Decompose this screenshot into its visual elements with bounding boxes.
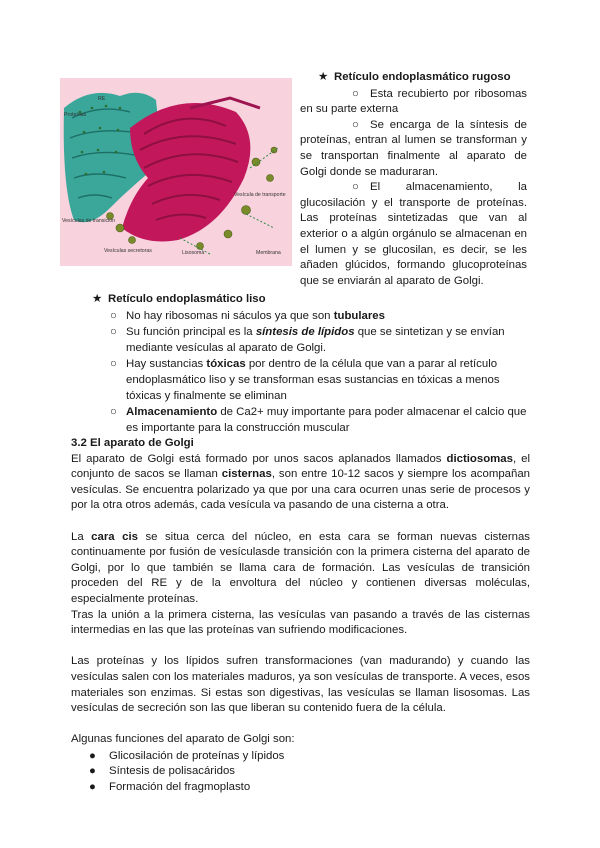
circle-bullet-icon: ○ (110, 406, 117, 419)
functions-list (71, 749, 530, 796)
label-membrana: Membrana (256, 250, 281, 256)
golgi-section (71, 436, 530, 796)
rel-title: Retículo endoplasmático liso (108, 293, 266, 305)
rel-item-2: ○ Su función principal es la síntesis de lípidos que se sintetizan y se envían mediante vesículas al aparato de Golgi. (110, 326, 505, 354)
rel-item-3: ○ Hay sustancias tóxicas por dentro de la célula que van a parar al retículo endoplasmático liso y se transforman esas sustancias en tóxicas a menos tóxicas y finalmente se eliminan (110, 358, 500, 402)
star-bullet-icon: ★ (92, 293, 103, 305)
rel-item-1: ○ No hay ribosomas ni sáculos ya que son tubulares (126, 309, 530, 325)
label-vesicula-transporte: Vesícula de transporte (234, 192, 286, 198)
circle-bullet-icon: ○ (352, 181, 359, 194)
rel-heading (92, 292, 530, 308)
label-vesiculas-secretoras: Vesículas secretoras (104, 248, 152, 254)
section-title: 3.2 El aparato de Golgi (71, 437, 194, 449)
bullet-icon: ● (89, 765, 96, 778)
function-item: ● Síntesis de polisacáridos (89, 764, 530, 780)
golgi-paragraph-2: La cara cis se situa cerca del núcleo, en esta cara se forman nuevas cisternas continuamente por fusión de vesículasde transición con la primera cisterna del aparato de Golgi, por lo que también se llama cara de formación. Las vesículas de transición proceden del RE y de la envoltura del núcleo y contienen diversas moléculas, especialmente proteínas. (71, 530, 530, 605)
function-item: ● Formación del fragmoplasto (89, 780, 530, 796)
function-item: ● Glicosilación de proteínas y lípidos (89, 749, 530, 765)
rel-list (92, 309, 530, 437)
rel-item-4: ○ Almacenamiento de Ca2+ muy importante para poder almacenar el calcio que es importante para la construcción muscular (110, 406, 527, 434)
golgi-paragraph-3: Tras la unión a la primera cisterna, las vesículas van pasando a través de las cisternas intermedias en las que las proteínas van sufriendo modificaciones. (71, 608, 530, 637)
label-re: RE (98, 96, 106, 102)
golgi-diagram (60, 78, 292, 266)
rer-section (300, 70, 527, 289)
golgi-paragraph-1: El aparato de Golgi está formado por unos sacos aplanados llamados dictiosomas, el conjunto de sacos se llaman cisternas, son entre 10-12 sacos y siempre los acompañan vesículas. Se encuentra polarizado ya que por una cara ocurren unas serie de procesos y por la otra otros además, cada vesícula va pasando de una cisterna a otra. (71, 452, 531, 512)
rer-title: Retículo endoplasmático rugoso (334, 71, 511, 83)
golgi-illustration (60, 78, 292, 266)
circle-bullet-icon: ○ (110, 309, 117, 322)
rer-item-3: ○ El almacenamiento, la glucosilación y el transporte de proteínas. Las proteínas sintetizadas que van al exterior o a algún orgánulo se almacenan en el lumen y se glucosilan, es decir, se les añaden glúcidos, formando glucoproteínas que se enviarán al aparato de Golgi. (300, 181, 527, 287)
bullet-icon: ● (89, 749, 96, 762)
label-vesiculas-transicion: Vesículas de transición (62, 218, 116, 224)
rer-item-2: ○ Se encarga de la síntesis de proteínas, entran al lumen se transforman y se transportan finalmente al aparato de Golgi donde se maduraran. (300, 118, 527, 178)
circle-bullet-icon: ○ (110, 326, 117, 339)
label-proteinas: Proteínas (64, 112, 87, 118)
label-lisosoma: Lisosoma (182, 250, 205, 256)
golgi-paragraph-4: Las proteínas y los lípidos sufren transformaciones (van madurando) y cuando las vesículas salen con los materiales maduros, ya son vesículas de transporte. A veces, esos materiales son enzimas. Si estas son digestivas, las vesículas se llaman lisosomas. Las vesículas de secreción son las que liberan su contenido fuera de la célula. (71, 655, 530, 715)
functions-intro: Algunas funciones del aparato de Golgi son: (71, 733, 295, 746)
rer-heading (300, 70, 527, 86)
rer-item-1: ○ Esta recubierto por ribosomas en su parte externa (300, 87, 527, 116)
rel-section (92, 292, 530, 437)
circle-bullet-icon: ○ (352, 87, 359, 100)
star-bullet-icon: ★ (318, 71, 329, 83)
circle-bullet-icon: ○ (352, 118, 359, 131)
circle-bullet-icon: ○ (110, 358, 117, 371)
bullet-icon: ● (89, 781, 96, 794)
